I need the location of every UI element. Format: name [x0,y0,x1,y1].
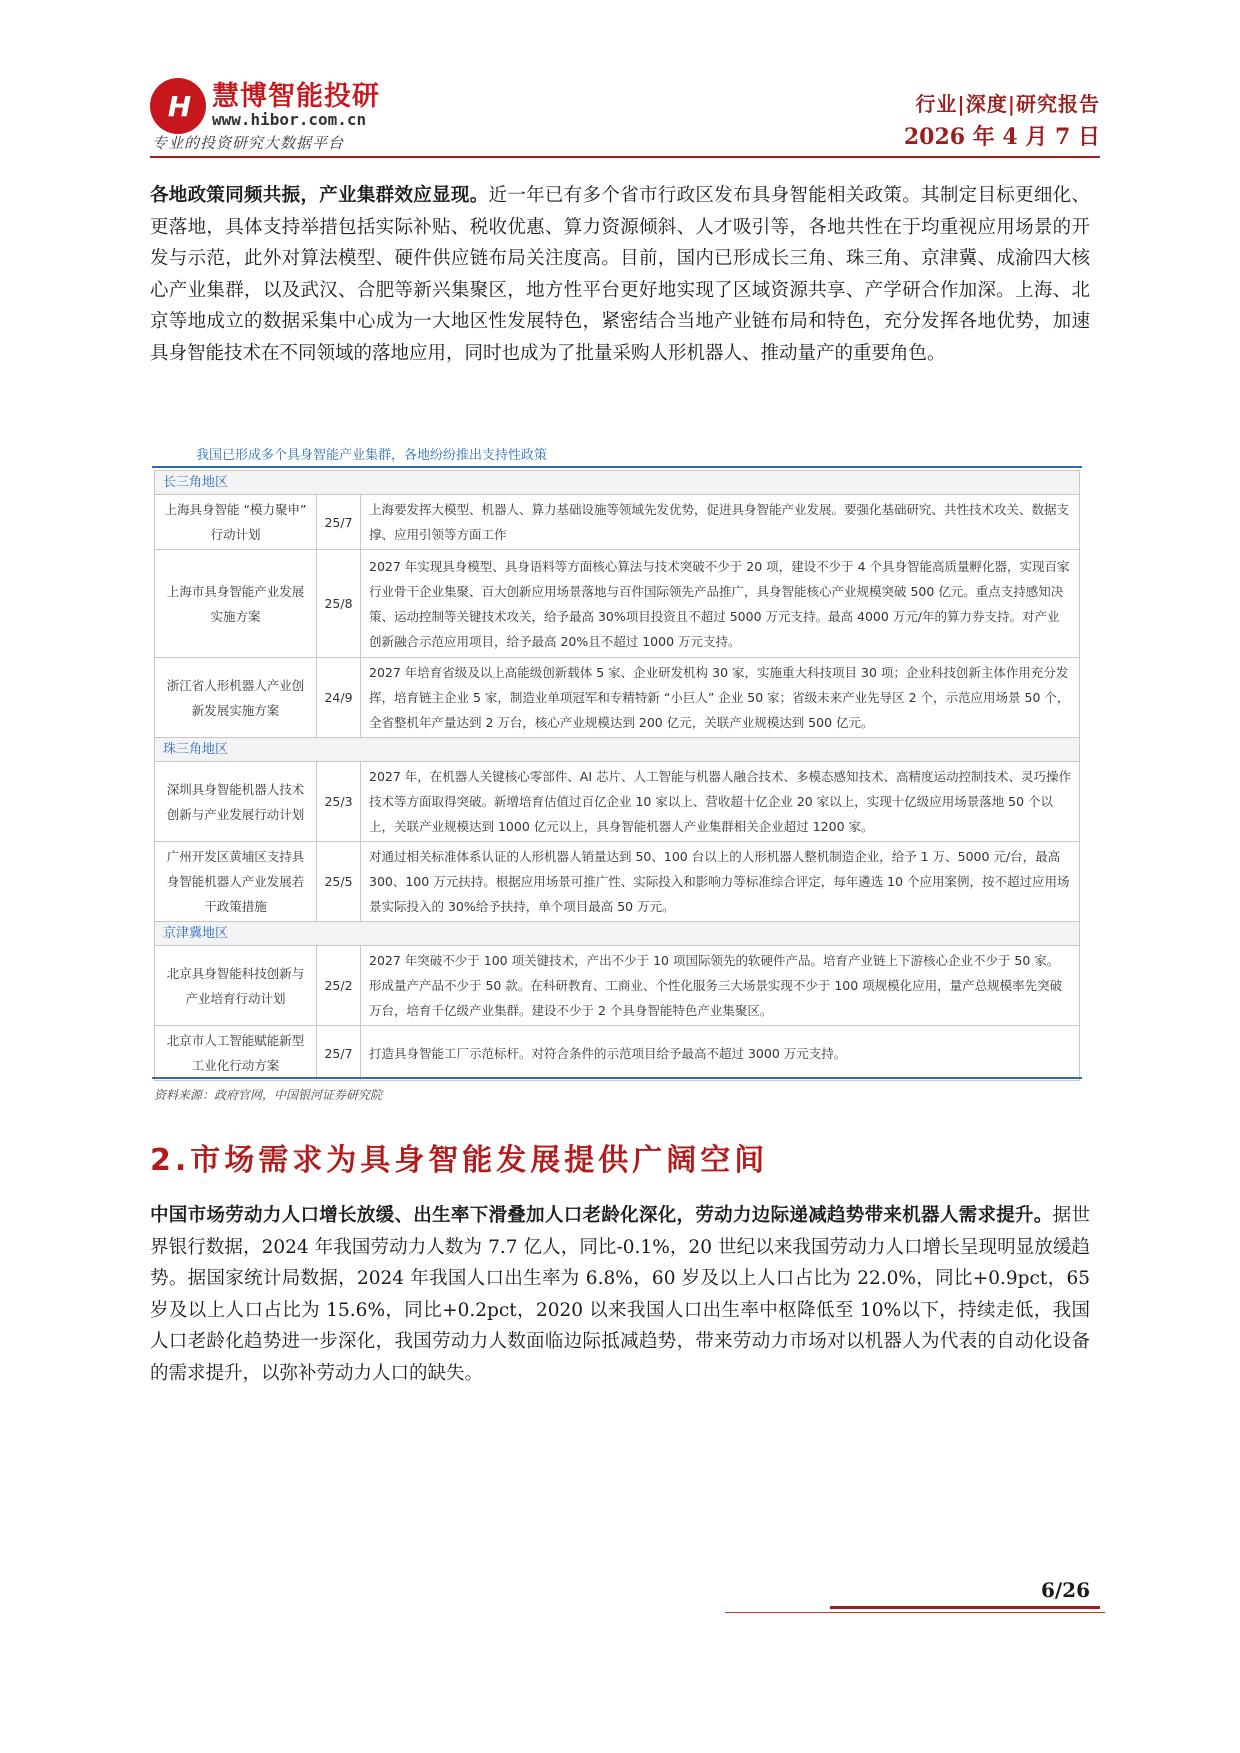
policy-name: 北京具身智能科技创新与产业培育行动计划 [155,946,317,1026]
table-region-row [155,471,1080,495]
policy-name: 上海具身智能 “模力聚申” 行动计划 [155,495,317,550]
policy-date: 25/2 [317,946,361,1026]
brand-slogan: 专业的投资研究大数据平台 [152,134,345,152]
table-row [155,1026,1080,1081]
table-source: 资料来源：政府官网，中国银河证券研究院 [154,1088,383,1102]
policy-content: 上海要发挥大模型、机器人、算力基础设施等领域先发优势，促进具身智能产业发展。要强化基础研究、共性技术攻关、数据支撑、应用引领等方面工作 [361,495,1080,550]
policy-date: 24/9 [317,658,361,738]
policy-date: 25/8 [317,550,361,658]
paragraph-policy [150,180,1090,369]
table-row [155,658,1080,738]
policy-name: 广州开发区黄埔区支持具身智能机器人产业发展若干政策措施 [155,842,317,922]
brand-name: 慧博智能投研 [212,81,380,112]
table-title: 我国已形成多个具身智能产业集群，各地纷纷推出支持性政策 [196,448,548,463]
section-title: 2.市场需求为具身智能发展提供广阔空间 [150,1143,769,1178]
policy-content: 2027 年，在机器人关键核心零部件、AI 芯片、人工智能与机器人融合技术、多模态感知技术、高精度运动控制技术、灵巧操作技术等方面取得突破。新增培育估值过百亿企业 10 家以上、营收超十亿企业 20 家以上，实现十亿级应用场景落地 50 个以上，关联产业规模达到 1000 亿元以上，具身智能机器人产业集群相关企业超过 1200 家。 [361,762,1080,842]
policy-name: 北京市人工智能赋能新型工业化行动方案 [155,1026,317,1081]
policy-content: 对通过相关标准体系认证的人形机器人销量达到 50、100 台以上的人形机器人整机制造企业，给予 1 万、5000 元/台，最高 300、100 万元扶持。根据应用场景可推广性、实际投入和影响力等标准综合评定，每年遴选 10 个应用案例，按不超过应用场景实际投入的 30%给予扶持，单个项目最高 50 万元。 [361,842,1080,922]
hibor-logo-icon [150,78,206,134]
brand-url[interactable]: www.hibor.com.cn [212,110,367,129]
page-number: 6/26 [1040,1578,1090,1602]
policy-table [154,470,1080,1081]
policy-name: 浙江省人形机器人产业创新发展实施方案 [155,658,317,738]
table-row [155,946,1080,1026]
report-date: 2026 年 4 月 7 日 [903,124,1100,150]
policy-date: 25/5 [317,842,361,922]
table-title-divider [152,466,1082,468]
table-row [155,762,1080,842]
header-divider [150,156,1100,158]
paragraph-policy-body: 近一年已有多个省市行政区发布具身智能相关政策。其制定目标更细化、更落地，具体支持举措包括实际补贴、税收优惠、算力资源倾斜、人才吸引等，各地共性在于均重视应用场景的开发与示范，此外对算法模型、硬件供应链布局关注度高。目前，国内已形成长三角、珠三角、京津冀、成渝四大核心产业集群，以及武汉、合肥等新兴集聚区，地方性平台更好地实现了区域资源共享、产学研合作加深。上海、北京等地成立的数据采集中心成为一大地区性发展特色，紧密结合当地产业链布局和特色，充分发挥各地优势，加速具身智能技术在不同领域的落地应用，同时也成为了批量采购人形机器人、推动量产的重要角色。 [150,185,1090,364]
table-row [155,495,1080,550]
page-header [150,70,1100,158]
policy-date: 25/3 [317,762,361,842]
policy-date: 25/7 [317,495,361,550]
footer-divider-thin [725,1612,1105,1613]
logo-glyph: H [167,89,189,123]
policy-name: 上海市具身智能产业发展实施方案 [155,550,317,658]
table-region-row [155,738,1080,762]
paragraph-demand [150,1200,1090,1389]
table-region-row [155,922,1080,946]
policy-content: 打造具身智能工厂示范标杆。对符合条件的示范项目给予最高不超过 3000 万元支持。 [361,1026,1080,1081]
policy-name: 深圳具身智能机器人技术创新与产业发展行动计划 [155,762,317,842]
paragraph-demand-body: 据世界银行数据，2024 年我国劳动力人数为 7.7 亿人，同比-0.1%，20 世纪以来我国劳动力人口增长呈现明显放缓趋势。据国家统计局数据，2024 年我国人口出生率为 6.8%，60 岁及以上人口占比为 22.0%，同比+0.9pct，65 岁及以上人口占比为 15.6%，同比+0.2pct，2020 以来我国人口出生率中枢降低至 10%以下，持续走低，我国人口老龄化趋势进一步深化，我国劳动力人数面临边际抵减趋势，带来劳动力市场对以机器人为代表的自动化设备的需求提升，以弥补劳动力人口的缺失。 [150,1205,1090,1384]
policy-content: 2027 年突破不少于 100 项关键技术，产出不少于 10 项国际领先的软硬件产品。培育产业链上下游核心企业不少于 50 家。形成量产产品不少于 50 款。在科研教育、工商业、个性化服务三大场景实现不少于 100 项规模化应用，量产总规模率先突破万台，培育千亿级产业集群。建设不少于 2 个具身智能特色产业集聚区。 [361,946,1080,1026]
region-label: 珠三角地区 [155,738,1080,762]
table-row [155,550,1080,658]
paragraph-policy-lead: 各地政策同频共振，产业集群效应显现。 [150,185,489,206]
table-row [155,842,1080,922]
table-bottom-divider [152,1077,1082,1079]
footer-divider-thick [830,1606,1100,1609]
report-type: 行业|深度|研究报告 [915,92,1100,116]
policy-date: 25/7 [317,1026,361,1081]
region-label: 京津冀地区 [155,922,1080,946]
region-label: 长三角地区 [155,471,1080,495]
paragraph-demand-lead: 中国市场劳动力人口增长放缓、出生率下滑叠加人口老龄化深化，劳动力边际递减趋势带来机器人需求提升。 [150,1205,1053,1226]
policy-content: 2027 年实现具身模型、具身语料等方面核心算法与技术突破不少于 20 项，建设不少于 4 个具身智能高质量孵化器，实现百家行业骨干企业集聚、百大创新应用场景落地与百件国际领先产品推广，具身智能核心产业规模突破 500 亿元。重点支持感知决策、运动控制等关键技术攻关，给予最高 30%项目投资且不超过 5000 万元支持。最高 4000 万元/年的算力券支持。对产业创新融合示范应用项目，给予最高 20%且不超过 1000 万元支持。 [361,550,1080,658]
policy-content: 2027 年培育省级及以上高能级创新载体 5 家、企业研发机构 30 家，实施重大科技项目 30 项；企业科技创新主体作用充分发挥，培育链主企业 5 家，制造业单项冠军和专精特新 “小巨人” 企业 50 家；省级未来产业先导区 2 个，示范应用场景 50 个，全省整机年产量达到 2 万台，核心产业规模达到 200 亿元，关联产业规模达到 500 亿元。 [361,658,1080,738]
